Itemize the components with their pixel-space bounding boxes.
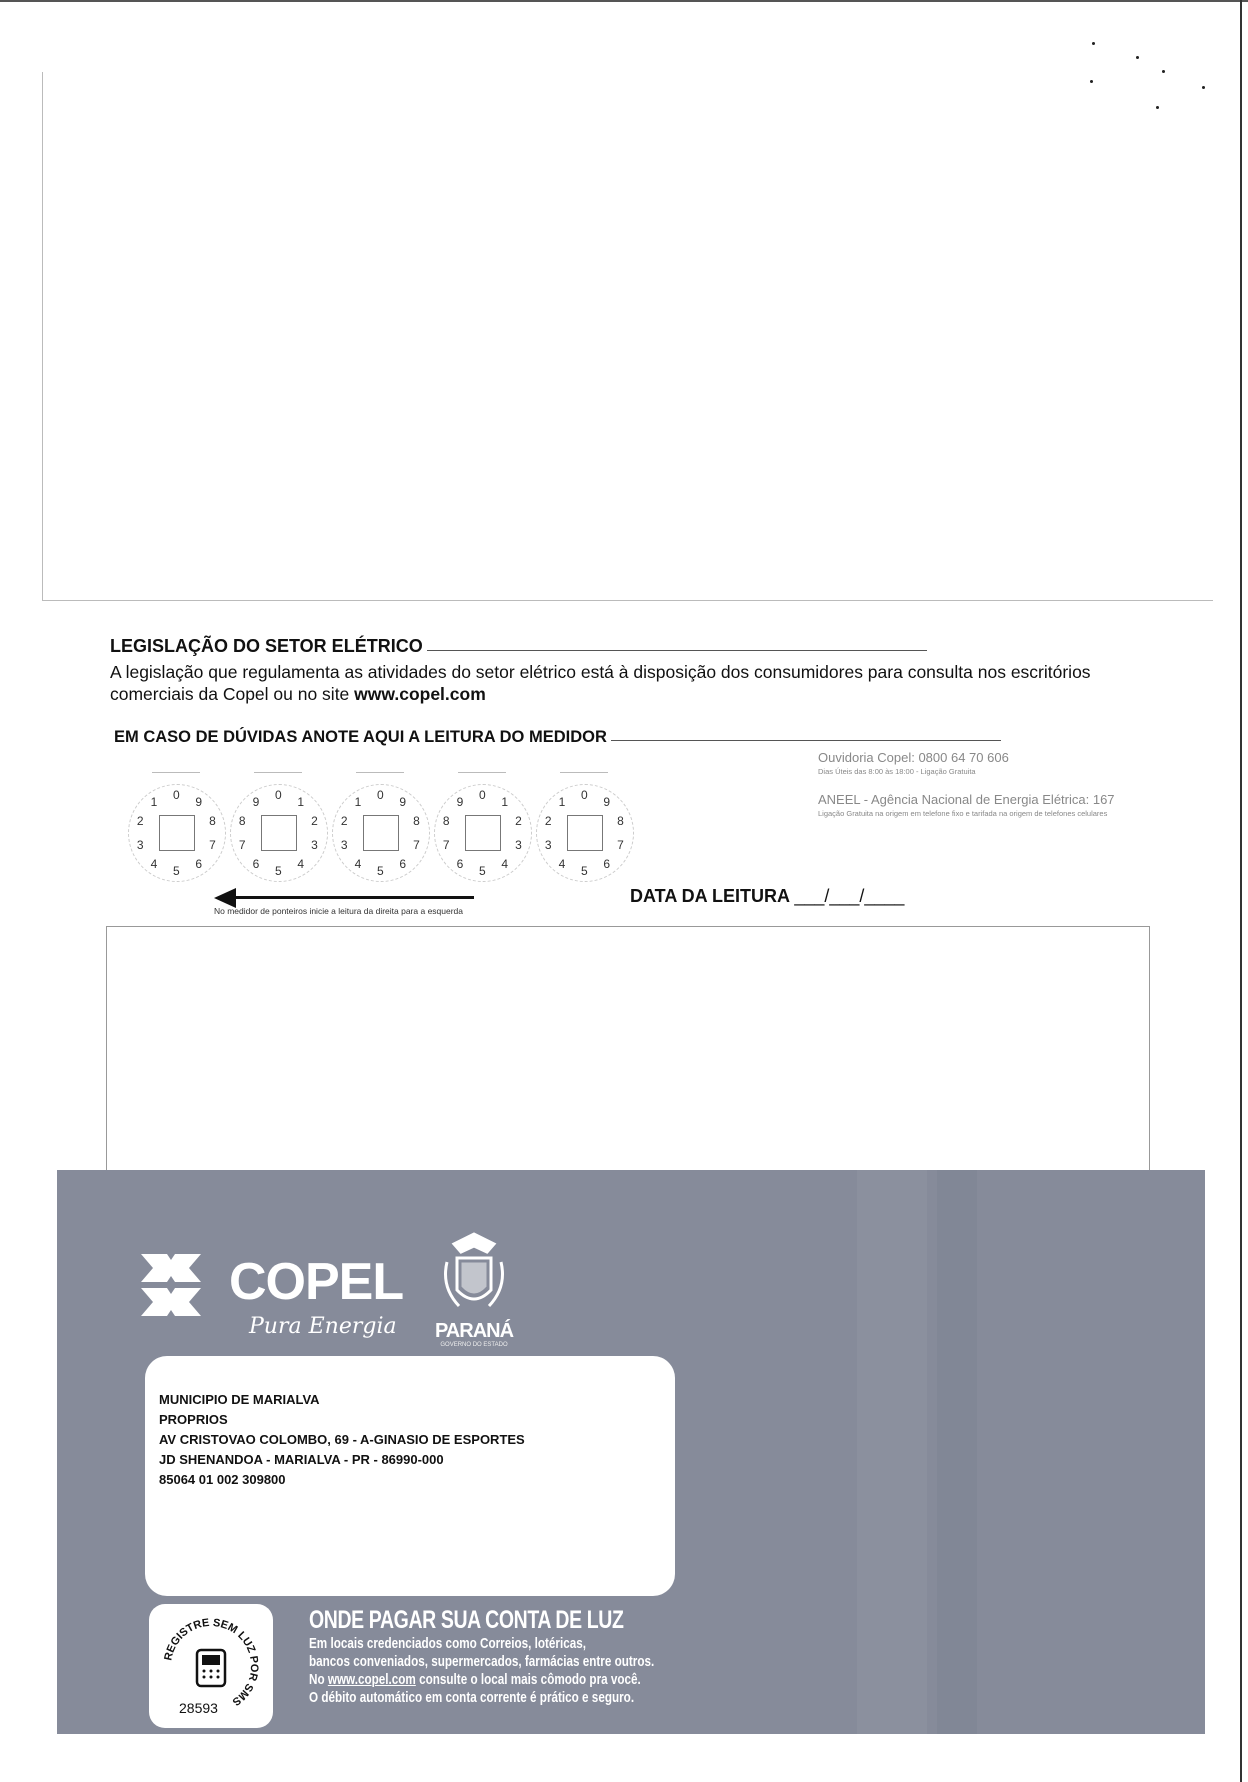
dial-digit: 0 (581, 788, 588, 802)
dial-digit: 5 (173, 864, 180, 878)
dial-direction-mark (458, 772, 506, 773)
dial-digit: 6 (252, 856, 260, 871)
data-leitura-label: DATA DA LEITURA (630, 886, 790, 906)
legislacao-body: A legislação que regulamenta as atividades do setor elétrico está à disposição dos consumidores para consulta nos escritórios comerciais da Copel ou no site (110, 662, 1091, 704)
where-to-pay-line (309, 1671, 654, 1689)
address-line: AV CRISTOVAO COLOMBO, 69 - A-GINASIO DE ESPORTES (159, 1432, 525, 1447)
duvidas-heading (114, 728, 1001, 747)
dial-digit: 9 (195, 795, 203, 810)
scan-band (857, 1170, 927, 1734)
dial-digit: 8 (617, 814, 624, 829)
left-arrow-icon (214, 888, 236, 908)
dial-digit: 1 (354, 795, 362, 810)
meter-dial (434, 784, 532, 882)
arrow-shaft (234, 896, 474, 899)
envelope-window (57, 1170, 1205, 1734)
copel-logo (137, 1240, 404, 1340)
dial-digit: 8 (413, 814, 420, 829)
dial-digit: 9 (456, 795, 464, 810)
dial-direction-mark (152, 772, 200, 773)
message-box (106, 926, 1150, 1178)
dial-digit: 1 (501, 795, 509, 810)
legislacao-section (110, 636, 1120, 705)
dial-digit: 4 (501, 856, 509, 871)
ouvidoria-phone: Ouvidoria Copel: 0800 64 70 606 (818, 750, 1009, 765)
dial-digit: 7 (442, 837, 450, 852)
dial-digit: 8 (238, 814, 246, 829)
dial-digit: 2 (340, 814, 348, 829)
copel-slogan: Pura Energia (249, 1314, 397, 1339)
address-line: 85064 01 002 309800 (159, 1472, 286, 1487)
dial-direction-mark (356, 772, 404, 773)
scan-band (937, 1170, 977, 1734)
upper-blank-area (42, 72, 1213, 601)
dial-digit: 5 (479, 864, 486, 878)
parana-sub: GOVERNO DO ESTADO (440, 1342, 508, 1348)
parana-coat-of-arms-icon (429, 1232, 519, 1320)
dial-reading-box[interactable] (567, 815, 603, 851)
address-line: JD SHENANDOA - MARIALVA - PR - 86990-000 (159, 1452, 444, 1467)
where-to-pay-line: Em locais credenciados como Correios, lotéricas, (309, 1635, 587, 1652)
line-suffix: consulte o local mais cômodo pra você. (415, 1671, 641, 1688)
duvidas-title: EM CASO DE DÚVIDAS ANOTE AQUI A LEITURA DO MEDIDOR (114, 728, 607, 746)
dial-digit: 9 (603, 795, 611, 810)
dial-digit: 2 (311, 814, 318, 829)
sms-number: 28593 (179, 1700, 218, 1716)
dial-digit: 9 (399, 795, 407, 810)
dial-direction-mark (560, 772, 608, 773)
dial-digit: 4 (558, 856, 566, 871)
data-leitura (630, 886, 904, 907)
data-leitura-blank[interactable]: ___/___/____ (794, 886, 905, 906)
meter-dial (332, 784, 430, 882)
copel-brand: COPEL (229, 1253, 404, 1311)
address-block (159, 1390, 525, 1490)
dial-digit: 3 (544, 837, 552, 852)
meter-dial (536, 784, 634, 882)
where-to-pay (309, 1606, 752, 1707)
dial-digit: 2 (136, 814, 144, 829)
dial-reading-box[interactable] (363, 815, 399, 851)
dial-digit: 3 (340, 837, 348, 852)
legislacao-text (110, 661, 1120, 705)
meter-dials (128, 772, 638, 884)
dial-digit: 2 (515, 814, 522, 829)
page-right-edge (1240, 0, 1242, 1782)
dial-digit: 3 (311, 837, 318, 852)
dial-digit: 9 (252, 795, 260, 810)
sms-badge (149, 1604, 273, 1728)
dial-digit: 6 (195, 856, 203, 871)
dial-reading-box[interactable] (465, 815, 501, 851)
dial-digit: 4 (297, 856, 305, 871)
where-to-pay-title: ONDE PAGAR SUA CONTA DE LUZ (309, 1606, 624, 1634)
dial-digit: 7 (209, 837, 216, 852)
dial-digit: 8 (209, 814, 216, 829)
dial-digit: 2 (544, 814, 552, 829)
parana-logo (429, 1232, 519, 1352)
copel-site-link[interactable]: www.copel.com (354, 684, 486, 704)
dial-digit: 0 (275, 788, 282, 802)
legislacao-heading (110, 636, 1120, 657)
dial-digit: 0 (173, 788, 180, 802)
heading-rule (427, 650, 927, 651)
copel-mark-icon (137, 1250, 205, 1320)
dial-digit: 8 (442, 814, 450, 829)
page-top-edge (0, 0, 1248, 2)
dial-reading-box[interactable] (261, 815, 297, 851)
dial-digit: 6 (456, 856, 464, 871)
dial-digit: 4 (354, 856, 362, 871)
meter-dial (230, 784, 328, 882)
dial-digit: 5 (377, 864, 384, 878)
dial-digit: 6 (399, 856, 407, 871)
dial-digit: 3 (515, 837, 522, 852)
where-to-pay-line: bancos conveniados, supermercados, farmácias entre outros. (309, 1653, 655, 1670)
dial-digit: 0 (479, 788, 486, 802)
aneel-note: Ligação Gratuita na origem em telefone fixo e tarifada na origem de telefones celulares (818, 809, 1108, 818)
dial-digit: 5 (581, 864, 588, 878)
dial-digit: 1 (558, 795, 566, 810)
dial-digit: 3 (136, 837, 144, 852)
heading-rule (611, 740, 1001, 741)
dial-digit: 0 (377, 788, 384, 802)
ouvidoria-info (818, 750, 1188, 818)
dial-reading-box[interactable] (159, 815, 195, 851)
ouvidoria-hours: Dias Úteis das 8:00 às 18:00 - Ligação Gratuita (818, 767, 976, 776)
dial-digit: 5 (275, 864, 282, 878)
where-to-pay-line: O débito automático em conta corrente é prático e seguro. (309, 1689, 635, 1706)
legislacao-title: LEGISLAÇÃO DO SETOR ELÉTRICO (110, 636, 423, 656)
copel-site-link[interactable]: www.copel.com (327, 1671, 416, 1688)
dial-digit: 7 (413, 837, 420, 852)
meter-dial (128, 784, 226, 882)
dial-digit: 7 (238, 837, 246, 852)
dial-direction-mark (254, 772, 302, 773)
parana-label: PARANÁ (434, 1320, 514, 1342)
address-window (145, 1356, 675, 1596)
dial-digit: 1 (297, 795, 305, 810)
address-line: PROPRIOS (159, 1412, 228, 1427)
aneel-phone: ANEEL - Agência Nacional de Energia Elétrica: 167 (818, 792, 1115, 807)
sms-ring-text: REGISTRE SEM LUZ POR SMS (162, 1616, 261, 1708)
arrow-note: No medidor de ponteiros inicie a leitura da direita para a esquerda (214, 906, 464, 916)
dial-digit: 6 (603, 856, 611, 871)
address-line: MUNICIPIO DE MARIALVA (159, 1392, 320, 1407)
dial-digit: 1 (150, 795, 158, 810)
dial-digit: 7 (617, 837, 624, 852)
line-prefix: No (309, 1671, 328, 1688)
dial-digit: 4 (150, 856, 158, 871)
